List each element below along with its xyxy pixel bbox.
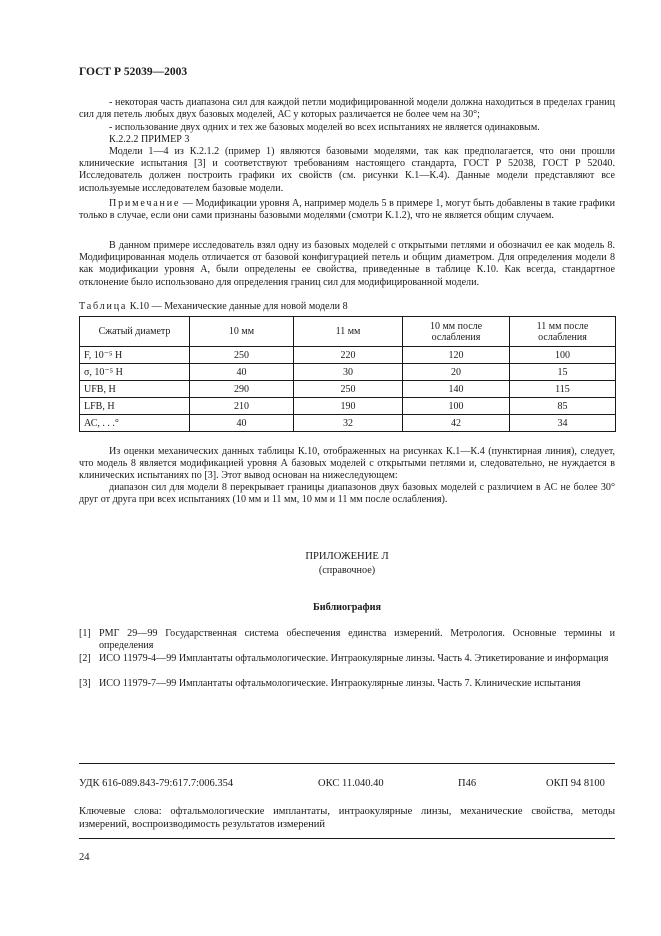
table-header-cell: 10 мм [190, 317, 294, 347]
table-cell: 20 [403, 364, 510, 381]
table-row-label: LFB, Н [80, 398, 190, 415]
bibliography-heading: Библиография [313, 602, 381, 613]
table-row-label: F, 10⁻⁵ Н [80, 347, 190, 364]
subsection-heading: К.2.2.2 ПРИМЕР 3 [109, 134, 190, 145]
footer-rule-top [79, 763, 615, 764]
table-cell: 32 [294, 415, 403, 432]
paragraph-base-models-usage: - использование двух одних и тех же базовых моделей во всех испытаниях не является одинаковым. [109, 122, 540, 133]
table-header-cell: 11 мм после ослабления [510, 317, 616, 347]
table-cell: 40 [190, 364, 294, 381]
bibliography-item-number: [1] [79, 628, 91, 639]
appendix-subtitle: (справочное) [318, 565, 376, 576]
table-cell: 30 [294, 364, 403, 381]
note-label: Примечание [109, 198, 181, 209]
table-cell: 290 [190, 381, 294, 398]
bibliography-item [79, 628, 615, 652]
table-cell: 250 [294, 381, 403, 398]
paragraph-force-range: - некоторая часть диапазона сил для каждой петли модифицированной модели должна находиться в пределах границ сил для петель любых двух базовых моделей, АС у которых различается не более чем на 30°; [79, 97, 615, 121]
table-header-cell: Сжатый диаметр [80, 317, 190, 347]
table-row [80, 415, 616, 432]
table-header-cell: 10 мм после ослабления [403, 317, 510, 347]
footer-rule-bottom [79, 838, 615, 839]
table-caption-label: Таблица [79, 301, 128, 312]
table-row [80, 381, 616, 398]
table-caption-text: К.10 — Механические данные для новой модели 8 [127, 301, 348, 312]
p46-code: П46 [458, 778, 477, 789]
appendix-title: ПРИЛОЖЕНИЕ Л [305, 551, 389, 562]
table-header-cell: 11 мм [294, 317, 403, 347]
paragraph-base-models: Модели 1—4 из К.2.1.2 (пример 1) являются базовыми моделями, так как предполагается, что они прошли клинические испытания [3] и соответствуют требованиям настоящего стандарта, ГОСТ Р 52038, ГОСТ Р 52040. Исследователь должен построить графики их свойств (см. рисунки К.1—К.4). Данные модели представляют все используемые исследователем базовые модели. [79, 146, 615, 194]
table-row [80, 347, 616, 364]
table-cell: 140 [403, 381, 510, 398]
paragraph-evaluation: Из оценки механических данных таблицы К.10, отображенных на рисунках К.1—К.4 (пунктирная линия), следует, что модель 8 является модификацией уровня А базовых моделей с открытыми петлями и, следовательно, не нуждается в клинических испытаниях по [3]. Этот вывод основан на нижеследующем: [79, 446, 615, 482]
table-row-label: АС, . . .° [80, 415, 190, 432]
bibliography-item [79, 653, 615, 677]
table-cell: 120 [403, 347, 510, 364]
table-row-label: σ, 10⁻⁵ Н [80, 364, 190, 381]
paragraph-example-model-8: В данном примере исследователь взял одну из базовых моделей с открытыми петлями и обозначил ее как модель 8. Модифицированная модель отличается от базовой конфигурацией петель и общим диаметром. Для определения модели 8 как модификации уровня А, были определены ее свойства, приведенные в таблице К.10. Как всегда, стандартное отклонение было использовано для определения границ сил для модифицированной модели. [79, 240, 615, 288]
table-row [80, 398, 616, 415]
table-cell: 190 [294, 398, 403, 415]
page-number: 24 [79, 852, 90, 863]
table-row-label: UFB, Н [80, 381, 190, 398]
page-header: ГОСТ Р 52039—2003 [79, 66, 188, 78]
table-cell: 85 [510, 398, 616, 415]
table-caption [79, 301, 348, 312]
okp-code: ОКП 94 8100 [546, 778, 605, 789]
oks-code: ОКС 11.040.40 [318, 778, 384, 789]
paragraph-force-overlap: диапазон сил для модели 8 перекрывает границы диапазонов двух базовых моделей с различием в АС не более 30° друг от друга при всех испытаниях (10 мм и 11 мм, 10 мм и 11 мм после ослабления). [79, 482, 615, 506]
table-header-row [80, 317, 616, 347]
table-cell: 250 [190, 347, 294, 364]
table-cell: 100 [510, 347, 616, 364]
table-cell: 15 [510, 364, 616, 381]
bibliography-item-number: [2] [79, 653, 91, 664]
bibliography-item-text: ИСО 11979-7—99 Имплантаты офтальмологические. Интраокулярные линзы. Часть 7. Клинические испытания [99, 678, 581, 689]
bibliography-item-text: ИСО 11979-4—99 Имплантаты офтальмологические. Интраокулярные линзы. Часть 4. Этикетирование и информация [99, 653, 609, 664]
table-cell: 210 [190, 398, 294, 415]
note-paragraph [79, 198, 615, 222]
table-cell: 34 [510, 415, 616, 432]
note-text: — Модификации уровня А, например модель 5 в примере 1, могут быть добавлены в такие графики только в случае, если они сами признаны базовыми моделями (смотри К.1.2), что не является общим случаем. [79, 198, 615, 222]
table-cell: 42 [403, 415, 510, 432]
keywords: Ключевые слова: офтальмологические имплантаты, интраокулярные линзы, механические свойства, методы измерений, воспроизводимость результатов измерений [79, 806, 615, 830]
table-row [80, 364, 616, 381]
mechanical-data-table [79, 316, 616, 432]
udk-code: УДК 616-089.843-79:617.7:006.354 [79, 778, 234, 789]
bibliography-item-text: РМГ 29—99 Государственная система обеспечения единства измерений. Метрология. Основные термины и определения [99, 628, 615, 651]
bibliography-item-number: [3] [79, 678, 91, 689]
bibliography-item [79, 678, 615, 702]
table-cell: 40 [190, 415, 294, 432]
table-cell: 220 [294, 347, 403, 364]
table-cell: 100 [403, 398, 510, 415]
table-cell: 115 [510, 381, 616, 398]
